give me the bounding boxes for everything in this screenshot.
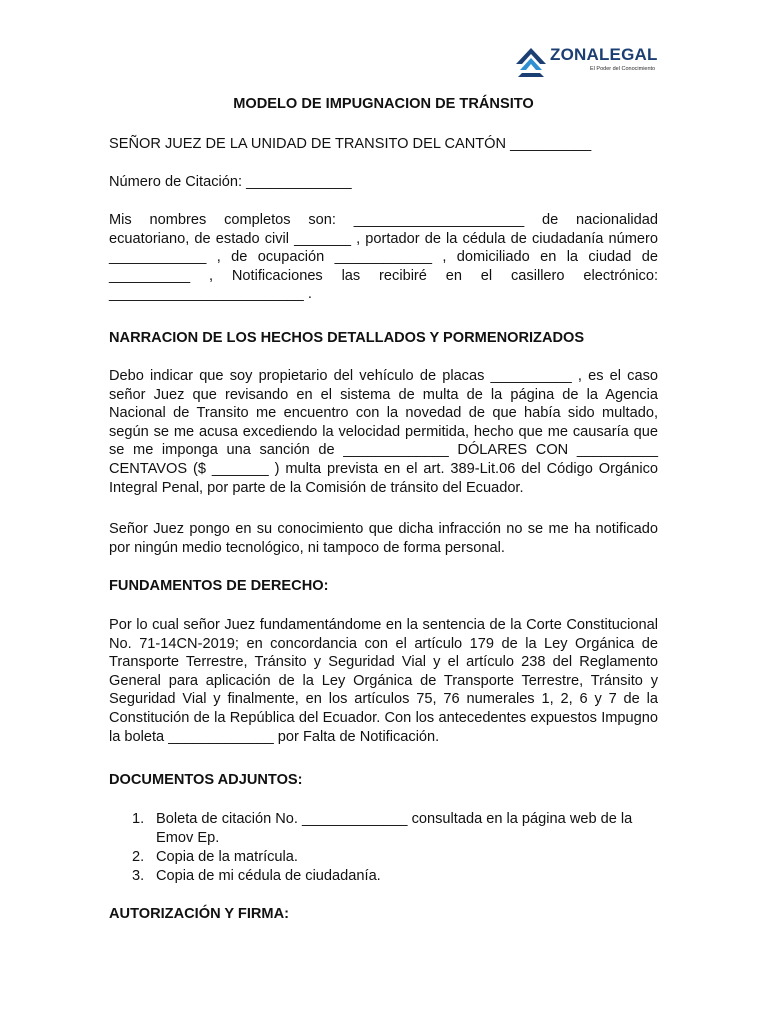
section-law-heading: FUNDAMENTOS DE DERECHO: [109,578,329,594]
zonalegal-logo [514,44,664,80]
section-attachments-heading: DOCUMENTOS ADJUNTOS: [109,772,303,788]
intro-paragraph: Mis nombres completos son: _____________________ de nacionalidad ecuatoriano, de estado civil _______ , portador de la cédula de ciudadanía número ____________ , de ocupación ____________ , domiciliado en la ciudad de __________ , Notificaciones las recibiré en el casillero electrónico: ________________________ . [109,212,658,303]
law-paragraph: Por lo cual señor Juez fundamentándome en la sentencia de la Corte Constitucional No. 71-14CN-2019; en concordancia con el artículo 179 de la Ley Orgánica de Transporte Terrestre, Tránsito y Seguridad Vial y el artículo 238 del Reglamento General para aplicación de la Ley Orgánica de Transporte Terrestre, Tránsito y Seguridad Vial y finalmente, en los artículos 75, 76 numerales 1, 2, 6 y 7 de la Constitución de la República del Ecuador. Con los antecedentes expuestos Impugno la boleta _____________ por Falta de Notificación. [109,617,658,745]
logo-brand-text: ZONALEGAL [550,45,658,64]
facts-paragraph-1: Debo indicar que soy propietario del vehículo de placas __________ , es el caso señor Juez que revisando en el sistema de multa de la página de la Agencia Nacional de Transito me encuentro con la novedad de que había sido multado, según se me acusa excediendo la velocidad permitida, hecho que me causaría que se me imponga una sanción de _____________ DÓLARES CON __________ CENTAVOS ($ _______ ) multa prevista en el art. 389-Lit.06 del Código Orgánico Integral Penal, por parte de la Comisión de tránsito del Ecuador. [109,368,658,496]
addressee-line: SEÑOR JUEZ DE LA UNIDAD DE TRANSITO DEL CANTÓN __________ [109,136,592,152]
list-item-number: 1. [132,811,145,827]
list-item-number: 2. [132,848,145,865]
list-item-text: Copia de la matrícula. [156,848,298,865]
document-title: MODELO DE IMPUGNACION DE TRÁNSITO [233,96,534,112]
list-item [109,867,658,886]
section-facts-heading: NARRACION DE LOS HECHOS DETALLADOS Y PORMENORIZADOS [109,330,585,346]
section-signature-heading: AUTORIZACIÓN Y FIRMA: [109,906,289,922]
list-item [109,848,658,867]
facts-paragraph-2: Señor Juez pongo en su conocimiento que dicha infracción no se me ha notificado por ningún medio tecnológico, ni tampoco de forma personal. [109,521,658,556]
list-item [109,810,658,847]
list-item-text: Boleta de citación No. _____________ consultada en la página web de la Emov Ep. [156,811,633,846]
zonalegal-emblem-icon [514,44,548,78]
list-item-text: Copia de mi cédula de ciudadanía. [156,868,381,885]
attachments-list [109,810,658,886]
list-item-number: 3. [132,868,145,885]
logo-tagline: El Poder del Conocimiento [590,66,656,72]
citation-number-line: Número de Citación: _____________ [109,174,352,190]
